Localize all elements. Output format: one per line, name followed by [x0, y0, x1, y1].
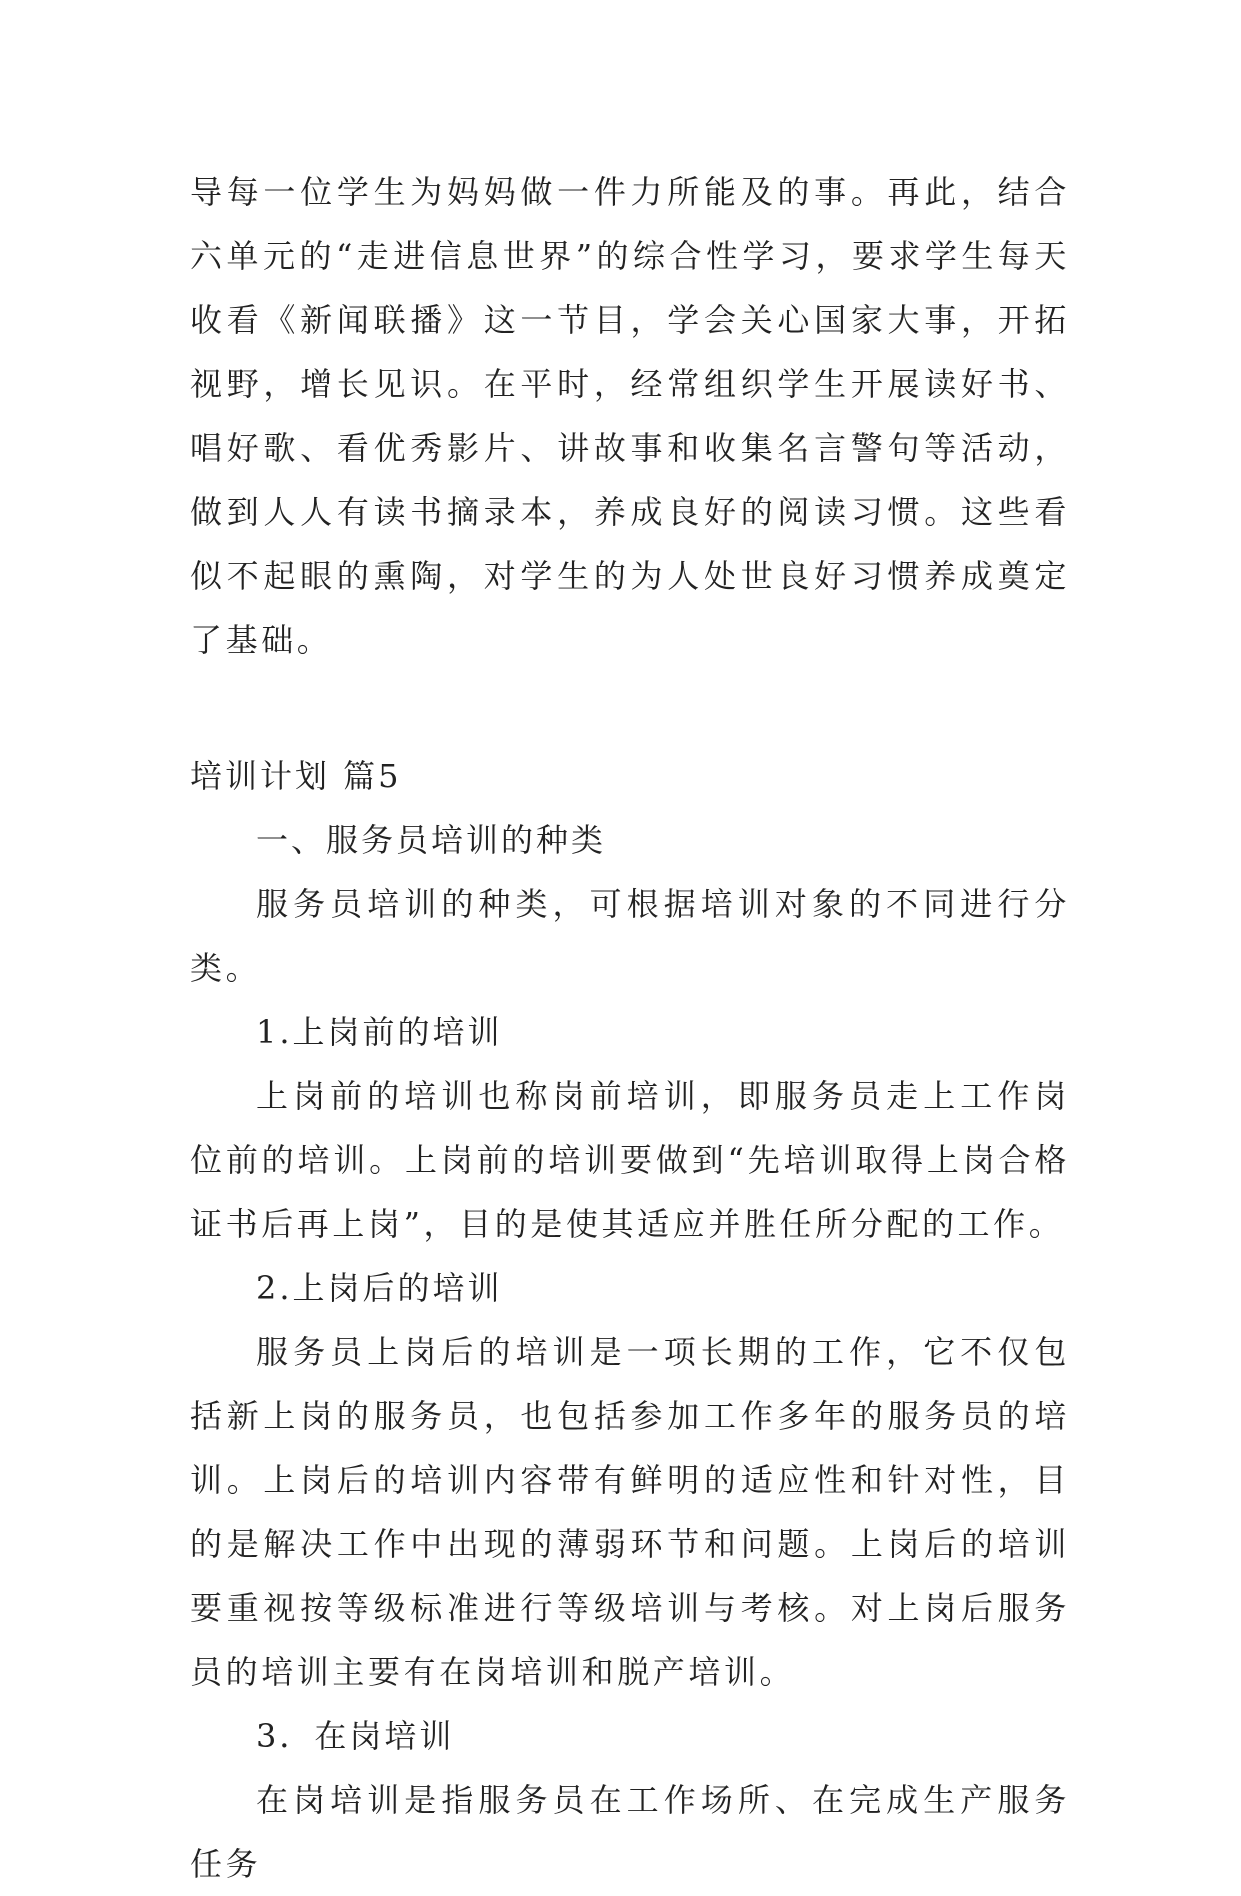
subheading-training-types: 一、服务员培训的种类 [256, 821, 607, 859]
paragraph-on-job-training: 在岗培训是指服务员在工作场所、在完成生产服务任务 [190, 1781, 1070, 1883]
subheading-on-job-training: 3．在岗培训 [256, 1717, 455, 1755]
intro-paragraph: 导每一位学生为妈妈做一件力所能及的事。再此，结合六单元的“走进信息世界”的综合性学习，要求学生每天收看《新闻联播》这一节目，学会关心国家大事，开拓视野，增长见识。在平时，经常组织学生开展读好书、唱好歌、看优秀影片、讲故事和收集名言警句等活动，做到人人有读书摘录本，养成良好的阅读习惯。这些看似不起眼的熏陶，对学生的为人处世良好习惯养成奠定了基础。 [190, 173, 1070, 659]
paragraph-post-job-training: 服务员上岗后的培训是一项长期的工作，它不仅包括新上岗的服务员，也包括参加工作多年的服务员的培训。上岗后的培训内容带有鲜明的适应性和针对性，目的是解决工作中出现的薄弱环节和问题。上岗后的培训要重视按等级标准进行等级培训与考核。对上岗后服务员的培训主要有在岗培训和脱产培训。 [190, 1333, 1070, 1691]
document-page [190, 160, 1070, 1896]
subheading-pre-job-training: 1.上岗前的培训 [256, 1013, 503, 1051]
section-title: 培训计划 篇5 [190, 757, 402, 795]
paragraph-pre-job-training: 上岗前的培训也称岗前培训，即服务员走上工作岗位前的培训。上岗前的培训要做到“先培训取得上岗合格证书后再上岗”，目的是使其适应并胜任所分配的工作。 [190, 1077, 1070, 1243]
paragraph-training-types: 服务员培训的种类，可根据培训对象的不同进行分类。 [190, 885, 1070, 987]
subheading-post-job-training: 2.上岗后的培训 [256, 1269, 503, 1307]
